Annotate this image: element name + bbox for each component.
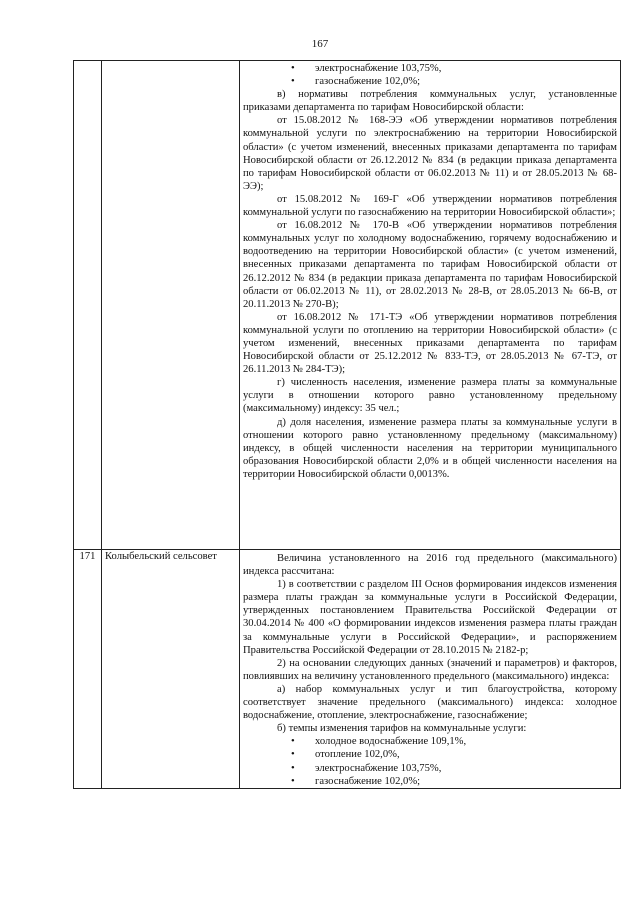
list-item: • газоснабжение 102,0%;	[243, 75, 617, 88]
page-number: 167	[311, 38, 329, 50]
paragraph: от 16.08.2012 № 170-В «Об утверждении нормативов потребления коммунальных услуг по холодному водоснабжению, горячему водоснабжению и водоотведению на территории Новосибирской области» (с учетом изменений, внесенных приказами департамента по тарифам Новосибирской области от 26.12.2012 № 834 (в редакции приказа департамента по тарифам Новосибирской области от 06.02.2013 № 11), от 28.02.2013 № 28-В, от 28.05.2013 № 66-В, от 20.11.2013 № 270-В);	[243, 220, 617, 310]
paragraph: 1) в соответствии с разделом III Основ формирования индексов изменения размера платы граждан за коммунальные услуги в Российской Федерации, утвержденных постановлением Правительства Российской Федерации от 30.04.2014 № 400 «О формировании индексов изменения размера платы граждан за коммунальные услуги в Российской Федерации», и распоряжением Правительства Российской Федерации от 28.10.2015 № 2182-р;	[243, 579, 617, 656]
description-cell	[240, 61, 621, 550]
table-row	[74, 550, 621, 789]
paragraph: а) набор коммунальных услуг и тип благоустройства, которому соответствует значение предельного (максимального) индекса: холодное водоснабжение, отопление, электроснабжение, газоснабжение;	[243, 683, 617, 722]
municipality-name-cell	[102, 61, 240, 550]
row-number-cell: 171	[74, 550, 102, 789]
paragraph: б) темпы изменения тарифов на коммунальные услуги:	[277, 723, 527, 735]
paragraph: г) численность населения, изменение размера платы за коммунальные услуги в отношении которого равно установленному предельному (максимальному) индексу: 35 чел.;	[243, 377, 617, 415]
row-number-cell	[74, 61, 102, 550]
list-item: • холодное водоснабжение 109,1%,	[243, 735, 617, 748]
paragraph: 2) на основании следующих данных (значений и параметров) и факторов, повлиявших на величину установленного предельного (максимального) индекса:	[243, 657, 617, 682]
list-item: • электроснабжение 103,75%,	[243, 62, 617, 75]
municipality-name-cell: Колыбельский сельсовет	[102, 550, 240, 789]
list-item: • газоснабжение 102,0%;	[243, 775, 617, 788]
table-row	[74, 61, 621, 550]
paragraph: д) доля населения, изменение размера платы за коммунальные услуги в отношении которого равно установленному предельному (максимальному) индексу, в общей численности населения на территории муниципального образования Новосибирской области 2,0% и в общей численности населения на территории Новосибирской области 0,0013%.	[243, 416, 617, 480]
paragraph: от 15.08.2012 № 168-ЭЭ «Об утверждении нормативов потребления коммунальной услуги по электроснабжению на территории Новосибирской области» (с учетом изменений, внесенных приказами департамента по тарифам Новосибирской области от 26.12.2012 № 834 (в редакции приказа департамента по тарифам Новосибирской области от 06.02.2013 № 11) и от 28.05.2013 № 68-ЭЭ);	[243, 115, 617, 192]
paragraph: от 15.08.2012 № 169-Г «Об утверждении нормативов потребления коммунальной услуги по газоснабжению на территории Новосибирской области»;	[243, 193, 617, 219]
paragraph: в) нормативы потребления коммунальных услуг, установленные приказами департамента по тарифам Новосибирской области:	[243, 89, 617, 114]
tariff-bullet-list	[243, 735, 617, 787]
list-item: • отопление 102,0%,	[243, 748, 617, 761]
description-cell	[240, 550, 621, 789]
list-item: • электроснабжение 103,75%,	[243, 762, 617, 775]
paragraph: от 16.08.2012 № 171-ТЭ «Об утверждении нормативов потребления коммунальной услуги по отоплению на территории Новосибирской области» (с учетом изменений, внесенных приказами департамента по тарифам Новосибирской области от 25.12.2012 № 833-ТЭ, от 28.05.2013 № 67-ТЭ, от 26.11.2013 № 284-ТЭ);	[243, 311, 617, 376]
municipality-table	[73, 60, 621, 789]
paragraph: Величина установленного на 2016 год предельного (максимального) индекса рассчитана:	[243, 553, 617, 578]
tariff-bullet-list	[243, 62, 617, 88]
